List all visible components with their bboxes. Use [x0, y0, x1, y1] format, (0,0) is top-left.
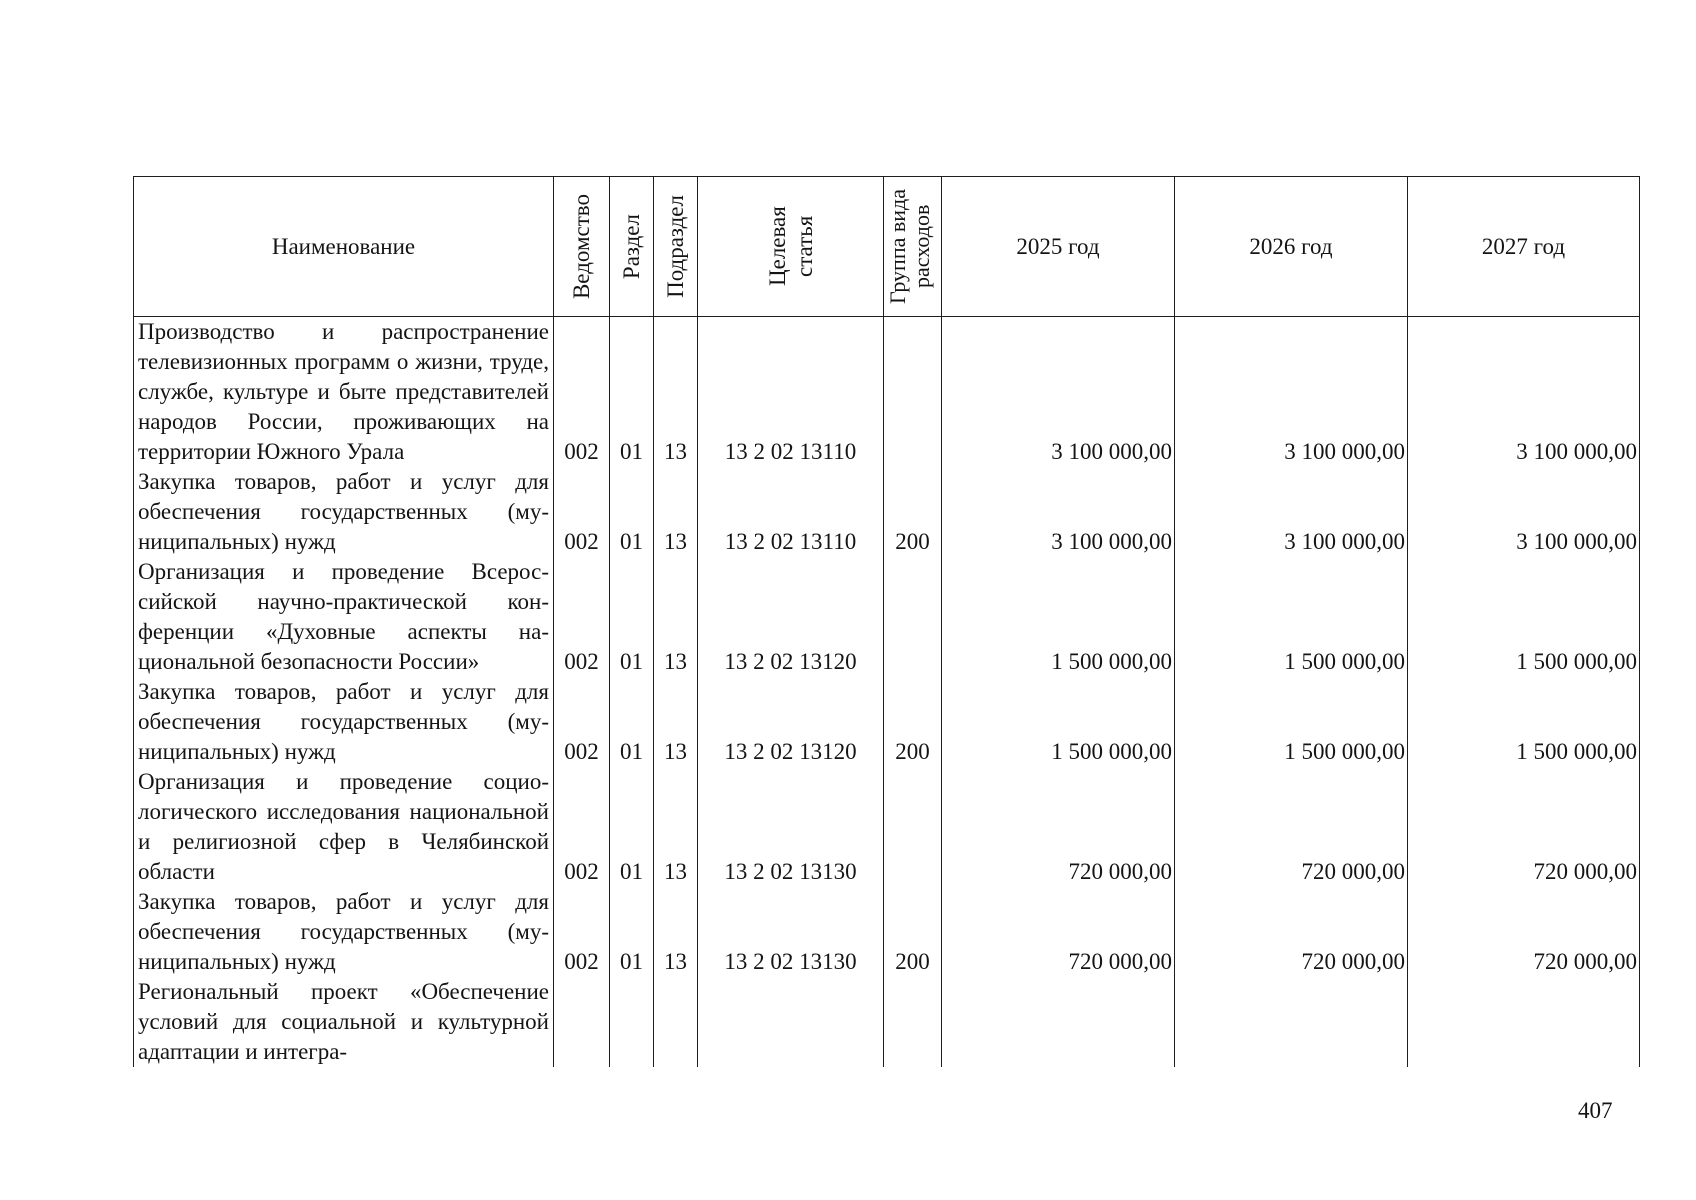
row-name: Закупка товаров, работ и услуг для обеспечения государственных (муниципальных) нужд	[134, 887, 554, 977]
row-name: Организация и проведение Всероссийской научно-практической конференции «Духовные аспекты национальной безопасности России»	[134, 557, 554, 677]
row-amount-2026: 720 000,00	[1175, 767, 1408, 887]
row-amount-2027: 3 100 000,00	[1408, 317, 1640, 468]
row-amount-2026: 720 000,00	[1175, 887, 1408, 977]
row-amount-2026	[1175, 977, 1408, 1067]
row-department: 002	[554, 887, 610, 977]
row-department: 002	[554, 467, 610, 557]
row-target-article: 13 2 02 13110	[698, 317, 884, 468]
page-number: 407	[1578, 1098, 1613, 1123]
row-name: Закупка товаров, работ и услуг для обеспечения государственных (муниципальных) нужд	[134, 467, 554, 557]
row-subsection: 13	[654, 887, 698, 977]
row-amount-2027: 720 000,00	[1408, 887, 1640, 977]
row-name: Организация и проведение социологического исследования национальной и религиозной сфер в Челябинской области	[134, 767, 554, 887]
header-year-2025: 2025 год	[942, 177, 1175, 317]
row-amount-2026: 1 500 000,00	[1175, 677, 1408, 767]
row-amount-2027: 3 100 000,00	[1408, 467, 1640, 557]
row-subsection	[654, 977, 698, 1067]
budget-table	[133, 176, 1640, 1067]
row-amount-2025: 1 500 000,00	[942, 557, 1175, 677]
row-target-article: 13 2 02 13130	[698, 767, 884, 887]
row-amount-2026: 3 100 000,00	[1175, 467, 1408, 557]
row-amount-2027: 1 500 000,00	[1408, 557, 1640, 677]
row-section: 01	[610, 767, 654, 887]
header-year-2027: 2027 год	[1408, 177, 1640, 317]
row-amount-2025: 720 000,00	[942, 887, 1175, 977]
row-subsection: 13	[654, 467, 698, 557]
table-row	[134, 467, 1640, 557]
header-target-article: Целевая статья	[698, 177, 884, 317]
row-section: 01	[610, 677, 654, 767]
row-target-article: 13 2 02 13120	[698, 677, 884, 767]
row-amount-2027	[1408, 977, 1640, 1067]
row-expense-group	[884, 977, 942, 1067]
row-department: 002	[554, 677, 610, 767]
table-body	[134, 317, 1640, 1068]
row-amount-2026: 3 100 000,00	[1175, 317, 1408, 468]
row-amount-2025: 3 100 000,00	[942, 467, 1175, 557]
table-row	[134, 977, 1640, 1067]
row-target-article	[698, 977, 884, 1067]
row-department: 002	[554, 557, 610, 677]
table-row	[134, 767, 1640, 887]
row-amount-2027: 1 500 000,00	[1408, 677, 1640, 767]
row-expense-group: 200	[884, 887, 942, 977]
header-department: Ведомство	[554, 177, 610, 317]
row-amount-2026: 1 500 000,00	[1175, 557, 1408, 677]
header-name: Наименование	[134, 177, 554, 317]
row-department: 002	[554, 767, 610, 887]
row-subsection: 13	[654, 767, 698, 887]
row-expense-group	[884, 767, 942, 887]
row-section: 01	[610, 557, 654, 677]
row-name: Региональный проект «Обеспечение условий для социальной и культурной адаптации и интегра-	[134, 977, 554, 1067]
row-amount-2025: 1 500 000,00	[942, 677, 1175, 767]
table-row	[134, 677, 1640, 767]
row-section: 01	[610, 887, 654, 977]
row-department: 002	[554, 317, 610, 468]
row-section	[610, 977, 654, 1067]
header-expense-group: Группа вида расходов	[884, 177, 942, 317]
row-amount-2025: 3 100 000,00	[942, 317, 1175, 468]
row-section: 01	[610, 467, 654, 557]
row-amount-2027: 720 000,00	[1408, 767, 1640, 887]
row-subsection: 13	[654, 557, 698, 677]
header-year-2026: 2026 год	[1175, 177, 1408, 317]
row-expense-group: 200	[884, 467, 942, 557]
row-amount-2025: 720 000,00	[942, 767, 1175, 887]
row-amount-2025	[942, 977, 1175, 1067]
row-target-article: 13 2 02 13120	[698, 557, 884, 677]
table-row	[134, 887, 1640, 977]
row-section: 01	[610, 317, 654, 468]
header-subsection: Подраздел	[654, 177, 698, 317]
table-row	[134, 317, 1640, 468]
row-target-article: 13 2 02 13110	[698, 467, 884, 557]
header-section: Раздел	[610, 177, 654, 317]
row-name: Производство и распространение телевизионных программ о жизни, труде, службе, культуре и быте представителей народов России, проживающих на территории Южного Урала	[134, 317, 554, 468]
table-row	[134, 557, 1640, 677]
row-expense-group	[884, 557, 942, 677]
row-department	[554, 977, 610, 1067]
row-subsection: 13	[654, 677, 698, 767]
row-target-article: 13 2 02 13130	[698, 887, 884, 977]
row-expense-group	[884, 317, 942, 468]
row-expense-group: 200	[884, 677, 942, 767]
row-name: Закупка товаров, работ и услуг для обеспечения государственных (муниципальных) нужд	[134, 677, 554, 767]
table-header	[134, 177, 1640, 317]
row-subsection: 13	[654, 317, 698, 468]
